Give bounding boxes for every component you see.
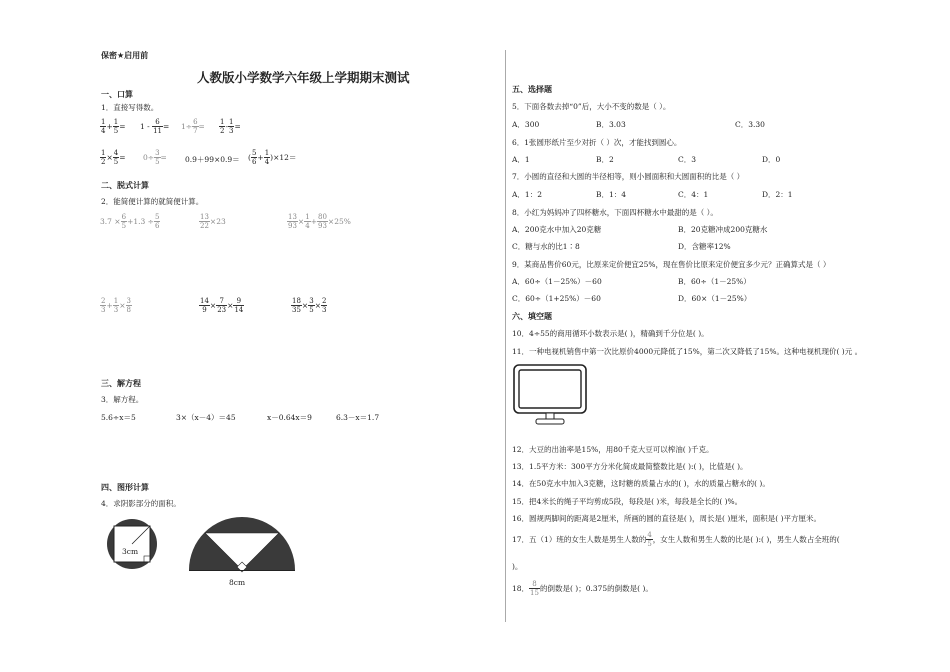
q5-option-c: C．3.30 [735,120,765,129]
q5-option-a: A．300 [512,120,540,129]
confidential-label: 保密★启用前 [101,51,149,60]
q9-option-a: A．60÷（1－25%）－60 [512,277,602,286]
question-17-end: )。 [512,562,523,571]
label-3cm: 3cm [122,547,139,556]
section-5-heading: 五、选择题 [512,85,552,94]
oral-item-8: ( $\frac{5}{6}$ + $\frac{1}{4}$ )×12＝ [248,149,297,166]
q6-option-a: A．1 [512,155,530,164]
q7-option-d: D．2：1 [762,190,793,199]
oral-item-2: 1 - $\frac{6}{11}$ = [140,118,170,135]
question-6: 6．1张圆形纸片至少对折（ ）次，才能找到圆心。 [512,138,682,147]
section-6-heading: 六、填空题 [512,312,552,321]
calc-expr-2: $\frac{13}{22}$ ×23 [200,213,226,230]
q8-option-d: D．含糖率12% [678,242,731,251]
equation-1: 5.6÷x＝5 [101,413,136,422]
calc-expr-3: $\frac{13}{93}$ × $\frac{1}{4}$ + $\frac{80}{93}$ ×25% [288,213,351,230]
q8-option-a: A．200克水中加入20克糖 [512,225,602,234]
oral-item-6: 0÷ $\frac{3}{5}$ = [143,149,167,166]
equation-3: x－0.64x＝9 [267,413,312,422]
question-13: 13．1.5平方米：300平方分米化简成最简整数比是( ):( )，比值是( )。 [512,462,748,471]
calc-expr-4: $\frac{2}{3}$ + $\frac{1}{3}$ × $\frac{3}{8}$ [101,297,131,314]
semicircle-figure [186,516,298,574]
oral-item-5: $\frac{1}{2}$ × $\frac{4}{5}$ = [101,149,126,166]
q9-option-d: D．60×（1－25%） [678,294,752,303]
section-4-heading: 四、图形计算 [101,483,149,492]
q9-option-b: B．60÷（1－25%） [678,277,751,286]
calc-expr-6: $\frac{18}{35}$ × $\frac{3}{5}$ × $\frac{2}{3}$ [292,297,327,314]
equation-2: 3×（x－4）＝45 [176,413,236,422]
section-3-heading: 三、解方程 [101,379,141,388]
calc-expr-5: $\frac{14}{9}$ × $\frac{7}{23}$ × $\frac{9}{14}$ [200,297,244,314]
q6-option-b: B．2 [596,155,614,164]
q6-option-d: D．0 [762,155,781,164]
q7-option-c: C．4：1 [678,190,709,199]
question-10: 10．4÷55的商用循环小数表示是( )，精确到千分位是( )。 [512,329,709,338]
question-4: 4．求阴影部分的面积。 [101,499,181,508]
tv-monitor-image [513,364,587,426]
section-2-heading: 二、脱式计算 [101,181,149,190]
question-7: 7．小圆的直径和大圆的半径相等，则小圆面积和大圆面积的比是（ ） [512,172,745,181]
q8-option-c: C．糖与水的比1∶8 [512,242,580,251]
q7-option-b: B．1：4 [596,190,627,199]
question-5: 5．下面各数去掉“0”后，大小不变的数是（ ）。 [512,102,671,111]
question-11: 11．一种电视机销售中第一次比原价4000元降低了15%，第二次又降低了15%。这种电视机现价( )元 。 [512,347,863,356]
question-16: 16．圆规两脚间的距离是2厘米，所画的圆的直径是( )，周长是( )厘米，面积是( )平方厘米。 [512,514,822,523]
question-12: 12．大豆的出油率是15%，用80千克大豆可以榨油( )千克。 [512,445,714,454]
oral-item-1: $\frac{1}{4}$ + $\frac{1}{5}$ = [101,118,126,135]
question-14: 14．在50克水中加入3克糖，这时糖的质量占水的( )，水的质量占糖水的( )。 [512,479,770,488]
q5-option-b: B．3.03 [596,120,626,129]
q8-option-b: B．20克糖冲成200克糖水 [678,225,768,234]
section-1-heading: 一、口算 [101,90,133,99]
q7-option-a: A．1：2 [512,190,542,199]
question-17: 17．五（1）班的女生人数是男生人数的 $\frac{4}{5}$ ，女生人数和男生人数的比是( ):( )，男生人数占全班的( [512,531,840,548]
question-2: 2．能简便计算的就简便计算。 [101,197,204,206]
page-title: 人教版小学数学六年级上学期期末测试 [197,70,410,85]
q6-option-c: C．3 [678,155,697,164]
label-8cm: 8cm [229,578,246,587]
square-circle-figure [104,518,162,570]
column-divider [505,50,506,622]
calc-expr-1: 3.7 × $\frac{6}{5}$ +1.3 ÷ $\frac{5}{6}$ [100,213,160,230]
question-18: 18． $\frac{8}{15}$ 的倒数是( )；0.375的倒数是( )。 [512,580,653,597]
question-8: 8．小红为妈妈冲了四杯糖水，下面四杯糖水中最甜的是（ ）。 [512,208,718,217]
oral-item-4: $\frac{1}{2}$ - $\frac{1}{3}$ = [220,118,241,135]
question-15: 15．把4米长的绳子平均剪成5段，每段是( )米，每段是全长的( )%。 [512,497,743,506]
question-1: 1．直接写得数。 [101,103,159,112]
question-3: 3．解方程。 [101,395,144,404]
equation-4: 6.3－x＝1.7 [336,413,380,422]
q9-option-c: C．60÷（1+25%）－60 [512,294,601,303]
oral-item-3: 1÷ $\frac{6}{7}$ = [181,118,205,135]
question-9: 9．某商品售价60元，比原来定价便宜25%，现在售价比原来定价便宜多少元？正确算式是（ ） [512,260,831,269]
oral-item-7: 0.9＋99×0.9＝ [185,155,240,164]
